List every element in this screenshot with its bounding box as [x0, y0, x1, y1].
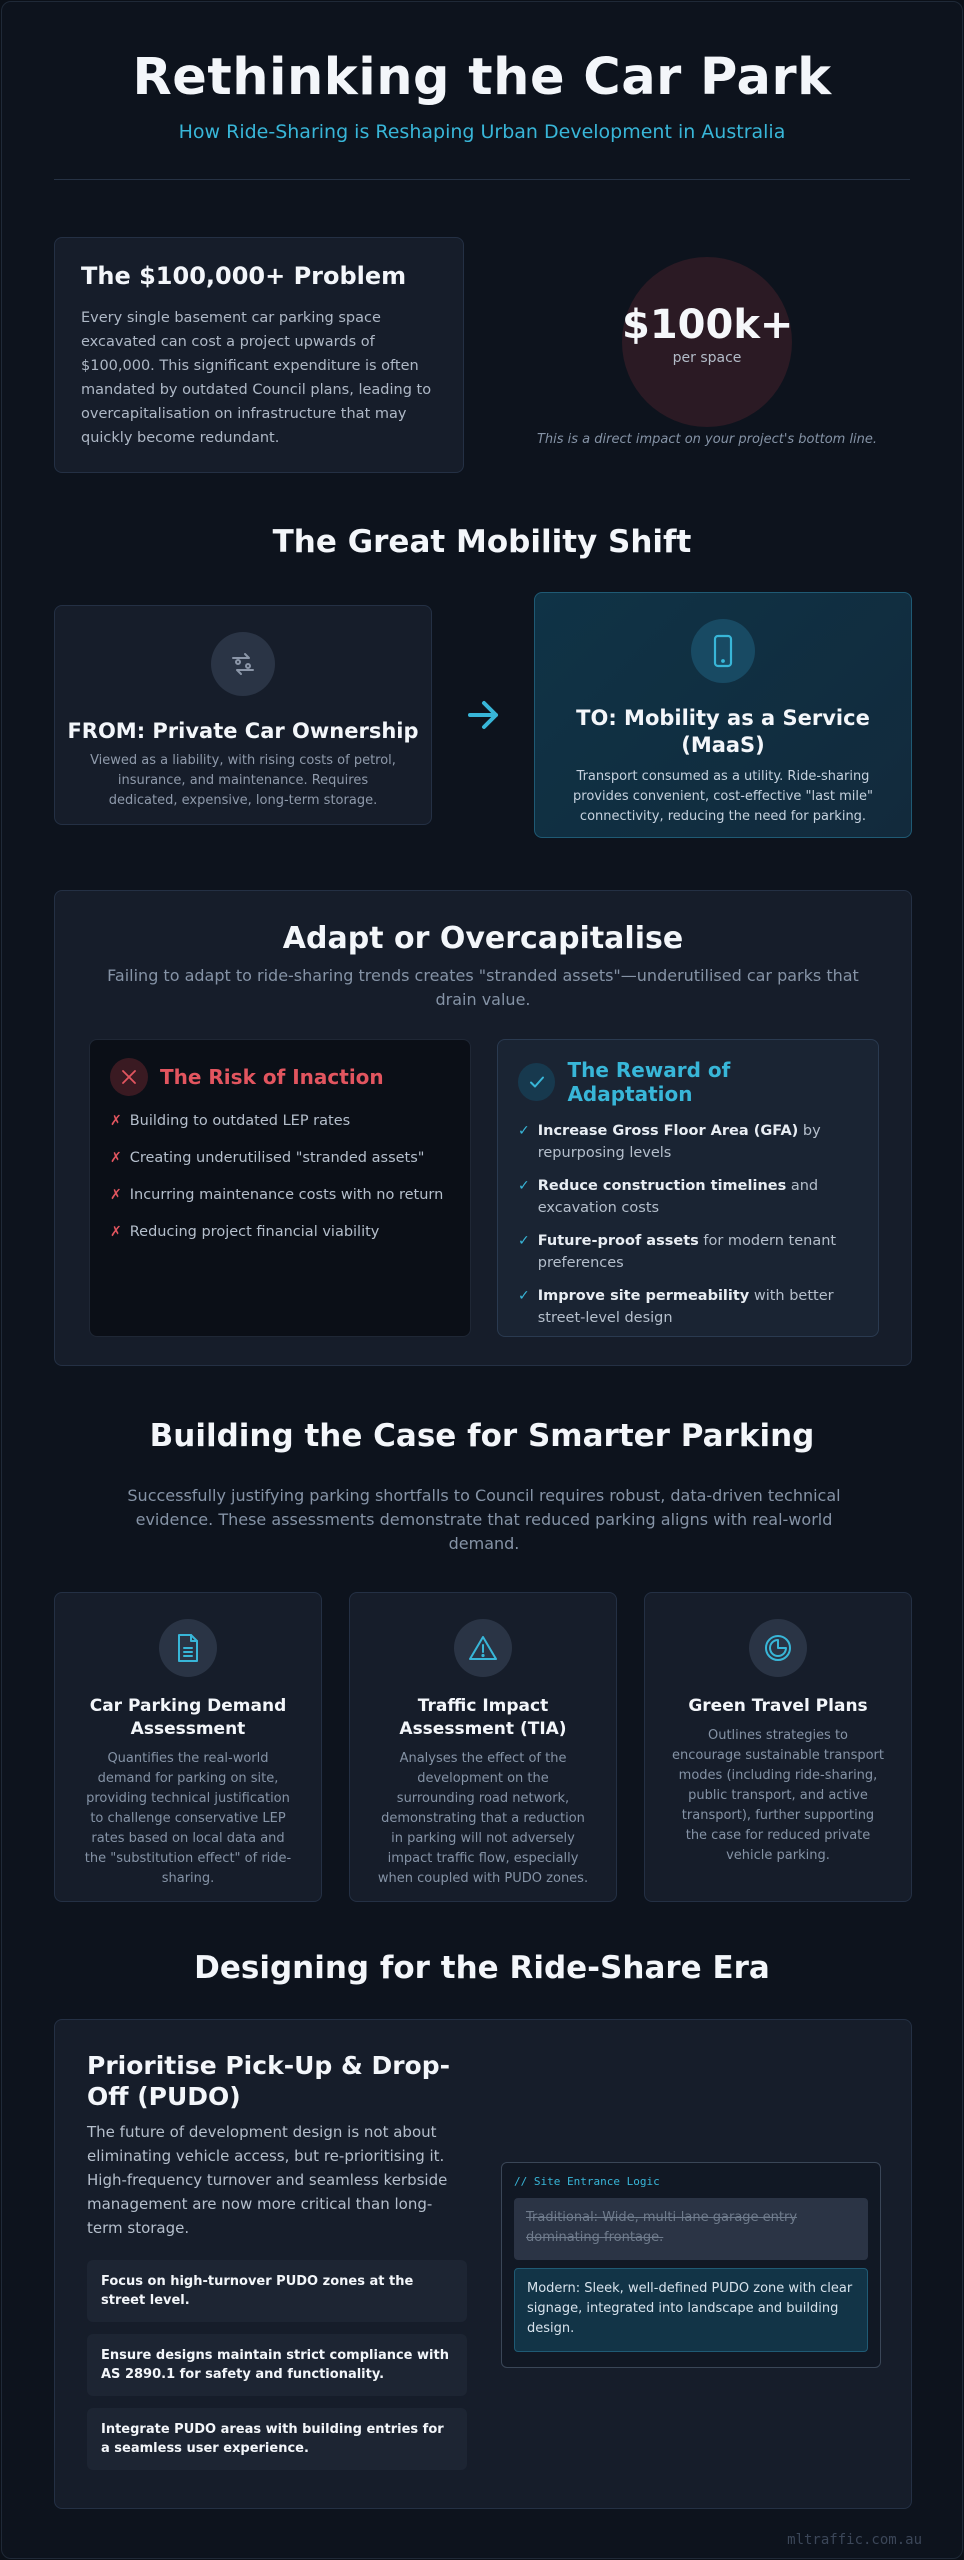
close-icon [110, 1058, 148, 1096]
list-item: ✗ Reducing project financial viability [110, 1221, 450, 1243]
list-item: ✗ Incurring maintenance costs with no return [110, 1184, 450, 1206]
problem-body: Every single basement car parking space excavated can cost a project upwards of $100,000. This significant expenditure is often mandated by outdated Council plans, leading to overcapitalisation on infrastructure that may quickly become redundant. [81, 310, 432, 446]
design-body: The future of development design is not about eliminating vehicle access, but re-prioritising it. High-frequency turnover and seamless kerbside management are now more critical than long-term storage. [87, 2123, 448, 2237]
design-card [54, 2019, 912, 2509]
list-item: ✓ Future-proof assets for modern tenant preferences [518, 1233, 837, 1271]
reward-item-bold: Future-proof assets [537, 1233, 699, 1249]
tile-traffic-impact [349, 1592, 617, 1902]
reward-list [518, 1120, 858, 1329]
reward-item-bold: Reduce construction timelines [537, 1178, 787, 1194]
list-item: ✓ Increase Gross Floor Area (GFA) by repurposing levels [518, 1123, 821, 1161]
adapt-title: Adapt or Overcapitalise [282, 921, 684, 956]
tile-title: Car Parking Demand Assessment [89, 1696, 287, 1739]
reward-panel [497, 1039, 879, 1337]
design-point: Focus on high-turnover PUDO zones at the street level. [87, 2260, 467, 2322]
tile-body: Outlines strategies to encourage sustainable transport modes (including ride-sharing, public transport, and active transport), further supporting the case for reduced private vehicle parking. [672, 1728, 884, 1863]
reward-item-text: for modern tenant preferences [537, 1233, 837, 1271]
list-item: ✓ Reduce construction timelines and excavation costs [518, 1178, 819, 1216]
risk-item-text: Building to outdated LEP rates [129, 1113, 351, 1129]
stat-unit: per space [672, 350, 742, 366]
design-card-title: Prioritise Pick-Up & Drop-Off (PUDO) [87, 2051, 451, 2111]
mobility-section-title: The Great Mobility Shift [272, 524, 692, 560]
pie-chart-icon [749, 1619, 807, 1677]
logic-modern: Modern: Sleek, well-defined PUDO zone with clear signage, integrated into landscape and building design. [514, 2268, 868, 2352]
tile-title: Traffic Impact Assessment (TIA) [399, 1696, 567, 1739]
reward-item-text: by repurposing levels [537, 1123, 821, 1161]
adapt-card [54, 890, 912, 1366]
design-point: Ensure designs maintain strict compliance with AS 2890.1 for safety and functionality. [87, 2334, 467, 2396]
list-item: ✓ Improve site permeability with better street-level design [518, 1288, 834, 1326]
tile-parking-demand [54, 1592, 322, 1902]
mobile-phone-icon [691, 619, 755, 683]
tile-green-travel [644, 1592, 912, 1902]
from-card [54, 605, 432, 825]
from-body: Viewed as a liability, with rising costs of petrol, insurance, and maintenance. Requires dedicated, expensive, long-term storage. [90, 753, 396, 808]
problem-title: The $100,000+ Problem [81, 262, 407, 290]
logic-traditional: Traditional: Wide, multi-lane garage entry dominating frontage. [514, 2198, 868, 2260]
reward-item-bold: Increase Gross Floor Area (GFA) [537, 1123, 799, 1139]
arrow-right-icon [464, 695, 504, 735]
risk-item-text: Incurring maintenance costs with no return [129, 1187, 444, 1203]
car-swap-icon [211, 632, 275, 696]
tile-body: Quantifies the real-world demand for parking on site, providing technical justification to challenge conservative LEP rates based on local data and the "substitution effect" of ride-sharing. [84, 1751, 292, 1886]
design-point: Integrate PUDO areas with building entries for a seamless user experience. [87, 2408, 467, 2470]
divider [54, 179, 910, 180]
stat-value: $100k+ [622, 302, 794, 348]
adapt-lead: Failing to adapt to ride-sharing trends creates "stranded assets"—underutilised car parks that drain value. [107, 966, 859, 1009]
reward-item-bold: Improve site permeability [537, 1288, 750, 1304]
warning-icon [454, 1619, 512, 1677]
page-subtitle: How Ride-Sharing is Reshaping Urban Development in Australia [178, 121, 786, 143]
document-icon [159, 1619, 217, 1677]
infographic-page [1, 1, 963, 2559]
reward-item-text: and excavation costs [537, 1178, 819, 1216]
footer-brand: mltraffic.com.au [787, 2532, 922, 2548]
case-lead: Successfully justifying parking shortfalls to Council requires robust, data-driven technical evidence. These assessments demonstrate that reduced parking aligns with real-world demand. [127, 1486, 841, 1553]
risk-item-text: Reducing project financial viability [129, 1224, 380, 1240]
to-card [534, 592, 912, 838]
list-item: ✗ Creating underutilised "stranded assets" [110, 1147, 450, 1169]
cost-stat-circle [622, 257, 792, 427]
check-icon [518, 1063, 555, 1101]
risk-title: The Risk of Inaction [160, 1065, 384, 1089]
case-section-title: Building the Case for Smarter Parking [149, 1418, 815, 1454]
list-item: ✗ Building to outdated LEP rates [110, 1110, 450, 1132]
hero [2, 2, 962, 143]
risk-list [110, 1110, 450, 1243]
logic-comment: // Site Entrance Logic [514, 2175, 660, 2188]
reward-item-text: with better street-level design [537, 1288, 834, 1326]
risk-item-text: Creating underutilised "stranded assets" [129, 1150, 425, 1166]
stat-note: This is a direct impact on your project's bottom line. [536, 432, 878, 447]
problem-card [54, 237, 464, 473]
tile-body: Analyses the effect of the development on the surrounding road network, demonstrating that a reduction in parking will not adversely impact traffic flow, especially when coupled with PUDO zones. [377, 1751, 589, 1886]
to-title: TO: Mobility as a Service (MaaS) [576, 706, 870, 757]
to-body: Transport consumed as a utility. Ride-sharing provides convenient, cost-effective "last mile" connectivity, reducing the need for parking. [573, 769, 873, 824]
design-section-title: Designing for the Ride-Share Era [194, 1950, 770, 1986]
reward-title: The Reward of Adaptation [567, 1058, 731, 1106]
risk-panel [89, 1039, 471, 1337]
site-entrance-logic [501, 2162, 881, 2368]
tile-title: Green Travel Plans [688, 1696, 868, 1716]
page-title: Rethinking the Car Park [132, 48, 832, 107]
from-title: FROM: Private Car Ownership [67, 719, 419, 743]
